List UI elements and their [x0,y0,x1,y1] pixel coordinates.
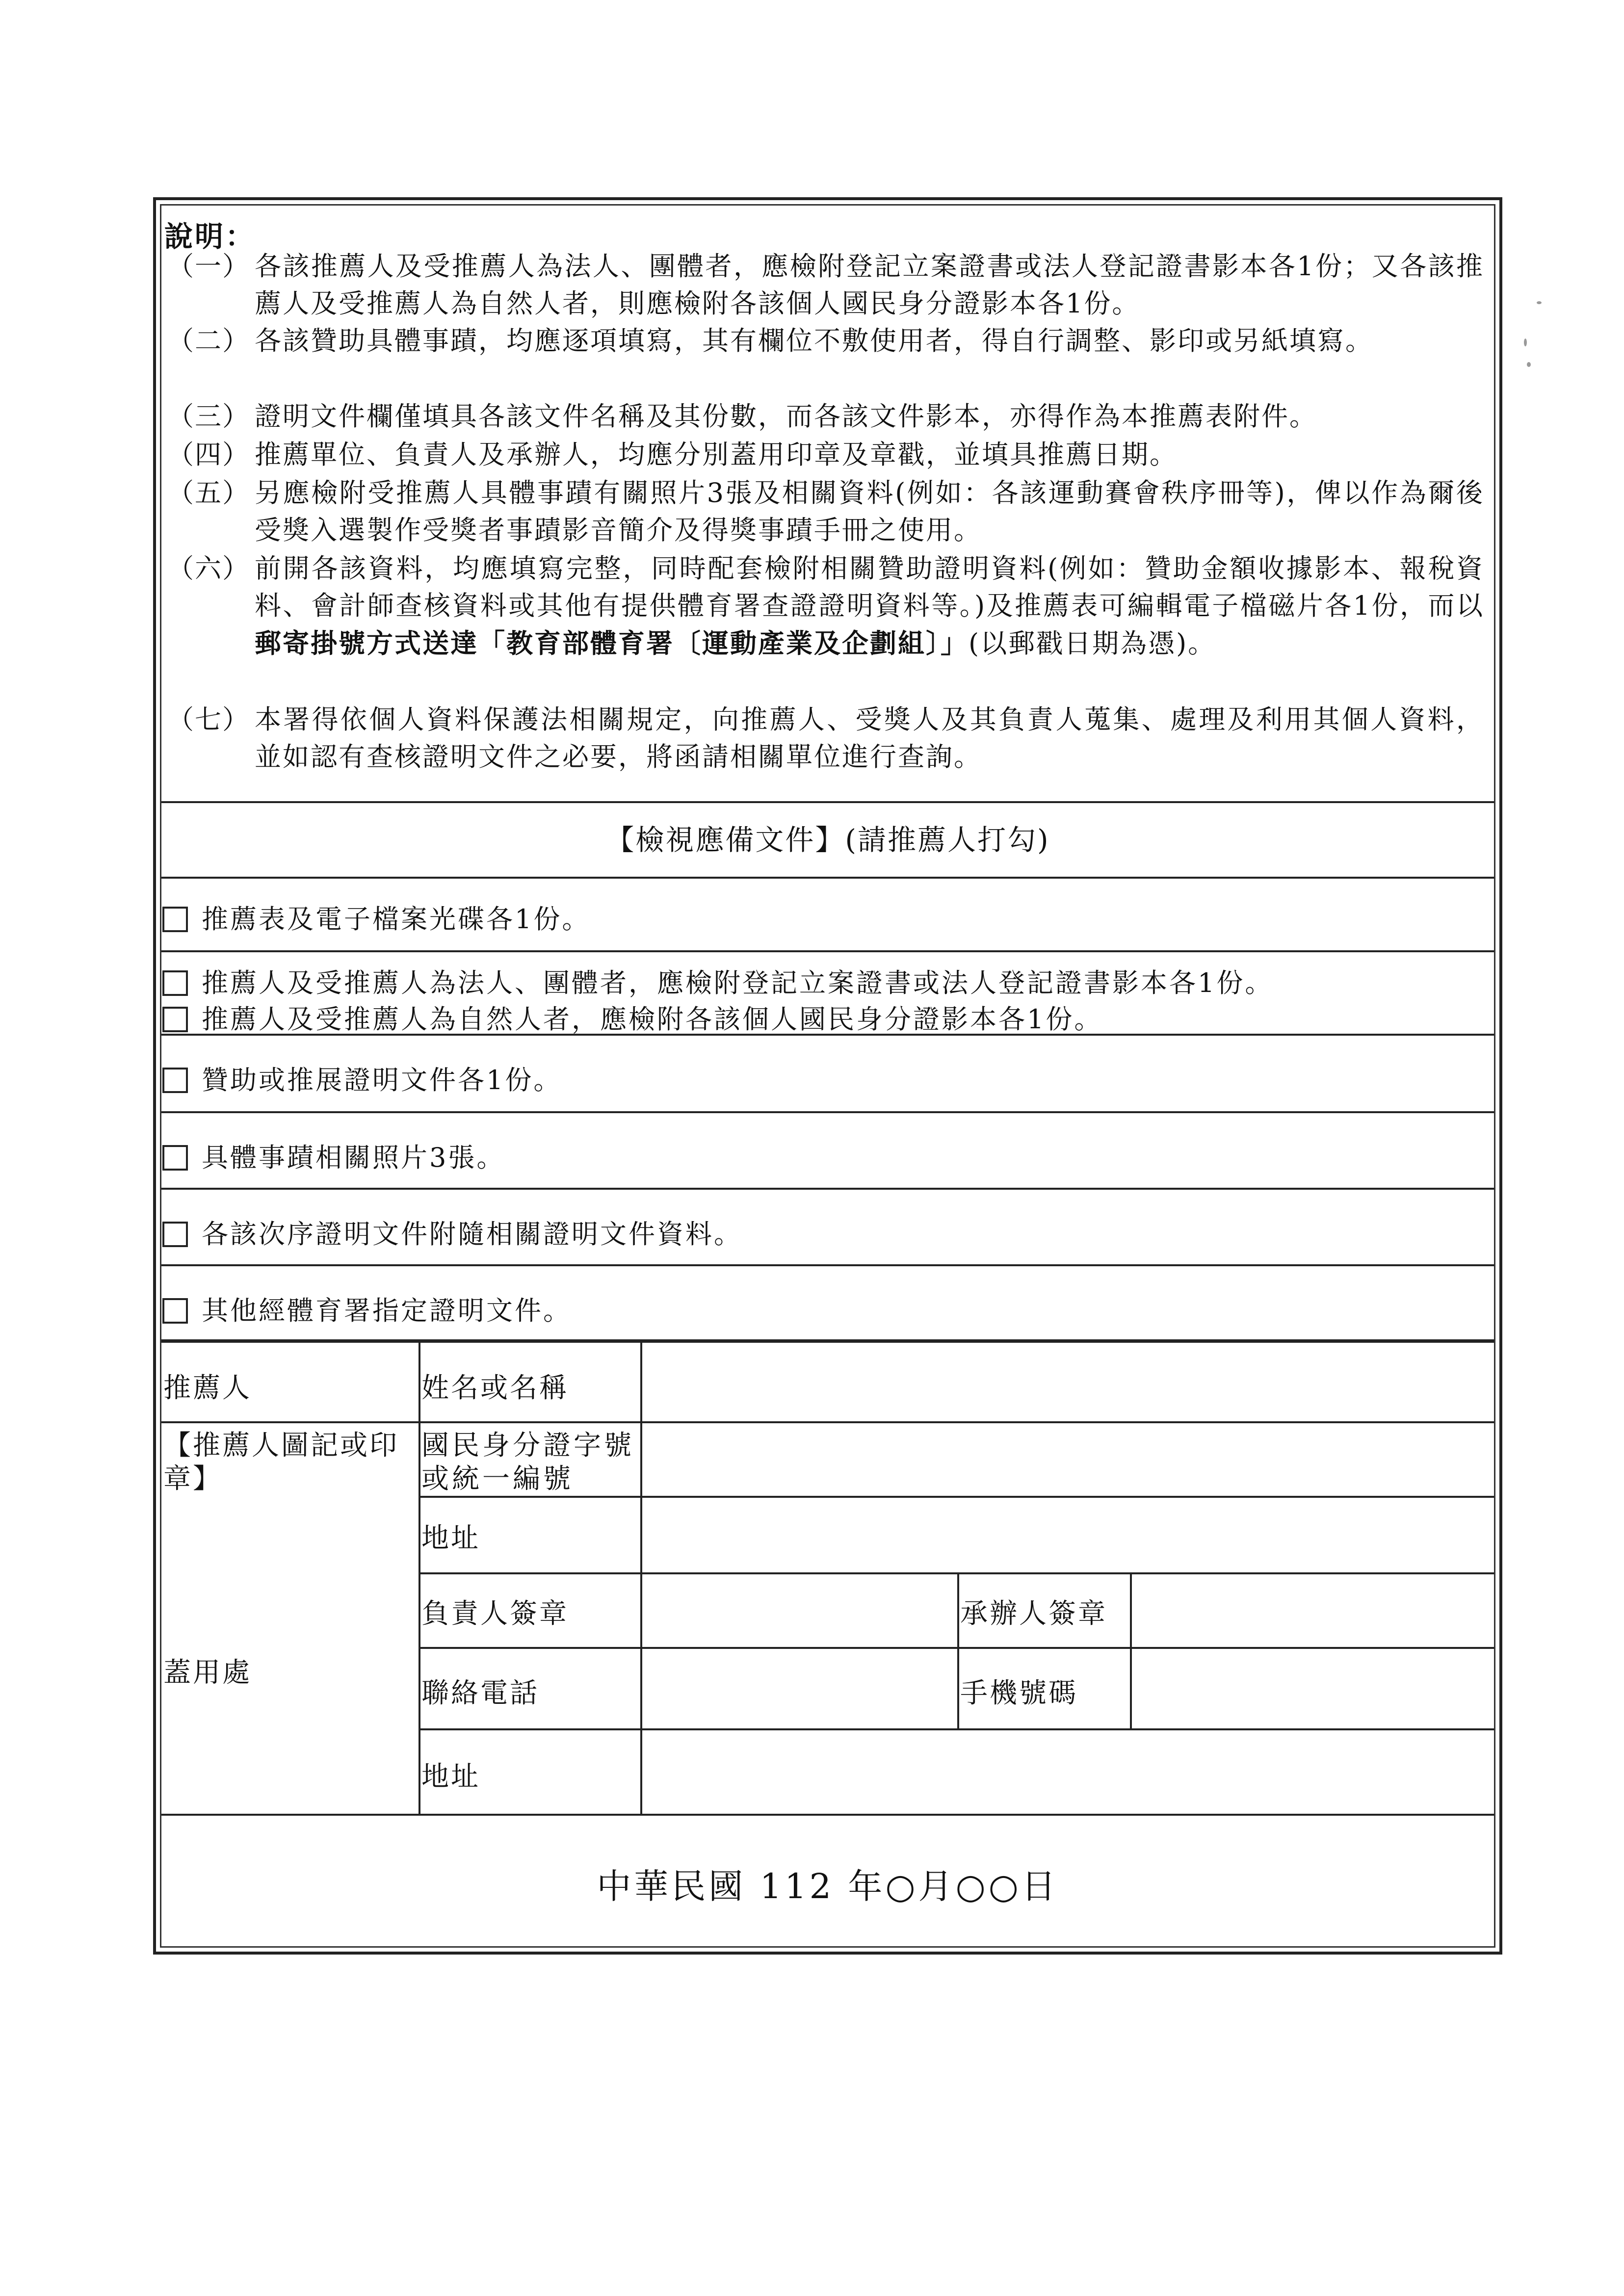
checklist-header: 【檢視應備文件】(請推薦人打勾) [161,803,1494,879]
explanation-item-2: （二） 各該贊助具體事蹟，均應逐項填寫，其有欄位不敷使用者，得自行調整、影印或另紙填寫。 [167,325,1373,356]
explanation-section [161,206,1494,803]
mailing-address-emphasis: 郵寄掛號方式送達「教育部體育署〔運動產業及企劃組〕」 [255,627,969,659]
explanation-title: 說明： [164,220,256,253]
form-inner-border [160,204,1495,1948]
checkbox[interactable] [162,1298,188,1324]
name-label: 姓名或名稱 [421,1372,569,1404]
checkbox[interactable] [162,1068,188,1093]
responsible-signature-label: 負責人簽章 [421,1598,569,1630]
date-line: 中華民國 112 年○月○○日 [597,1866,1059,1906]
explanation-item-6: （六） 前開各該資料，均應填寫完整，同時配套檢附相關贊助證明資料(例如：贊助金額收據影本、報稅資料、會計師查核資料或其他有提供體育署查證證明資料等。)及推薦表可編輯電子檔磁片各1份，而以郵寄掛號方式送達「教育部體育署〔運動產業及企劃組〕」(以郵戳日期為憑)。 [167,553,1484,659]
handler-signature-label: 承辦人簽章 [960,1598,1107,1630]
checkbox[interactable] [162,907,188,932]
checkbox[interactable] [162,1222,188,1247]
form-frame [153,197,1502,1955]
stamp-area-label: 蓋用處 [163,1657,252,1689]
seal-label: 【推薦人圖記或印章】 [163,1430,399,1495]
address-label-1: 地址 [421,1522,480,1554]
checklist-row-2: 推薦人及受推薦人為法人、團體者，應檢附登記立案證書或法人登記證書影本各1份。 推薦人及受推薦人為自然人者，應檢附各該個人國民身分證影本各1份。 [161,952,1494,1036]
recommender-label: 推薦人 [163,1372,252,1404]
explanation-item-7: （七） 本署得依個人資料保護法相關規定，向推薦人、受獎人及其負責人蒐集、處理及利用其個人資料，並如認有查核證明文件之必要，將函請相關單位進行查詢。 [167,704,1484,772]
explanation-item-1: （一） 各該推薦人及受推薦人為法人、團體者，應檢附登記立案證書或法人登記證書影本各1份；又各該推薦人及受推薦人為自然人者，則應檢附各該個人國民身分證影本各1份。 [167,251,1484,319]
mobile-label: 手機號碼 [960,1677,1078,1709]
checklist-row-4: 具體事蹟相關照片3張。 [161,1113,1494,1190]
checkbox[interactable] [162,1145,188,1171]
explanation-item-3: （三） 證明文件欄僅填具各該文件名稱及其份數，而各該文件影本，亦得作為本推薦表附件。 [167,401,1317,432]
explanation-item-4: （四） 推薦單位、負責人及承辦人，均應分別蓋用印章及章戳，並填具推薦日期。 [167,439,1178,470]
explanation-item-5: （五） 另應檢附受推薦人具體事蹟有關照片3張及相關資料(例如：各該運動賽會秩序冊等)，俾以作為爾後受獎入選製作受獎者事蹟影音簡介及得獎事蹟手冊之使用。 [167,477,1484,546]
id-number-label: 國民身分證字號或統一編號 [421,1430,634,1495]
checkbox[interactable] [162,970,188,996]
address-label-2: 地址 [421,1761,480,1793]
checklist-row-1: 推薦表及電子檔案光碟各1份。 [161,877,1494,952]
checklist-row-6: 其他經體育署指定證明文件。 [161,1266,1494,1343]
checklist-row-5: 各該次序證明文件附隨相關證明文件資料。 [161,1190,1494,1266]
scan-speck [1537,301,1542,304]
checkbox[interactable] [162,1007,188,1032]
scan-speck [1524,339,1527,346]
scan-speck [1527,362,1531,367]
phone-label: 聯絡電話 [421,1677,539,1709]
checklist-row-3: 贊助或推展證明文件各1份。 [161,1036,1494,1113]
